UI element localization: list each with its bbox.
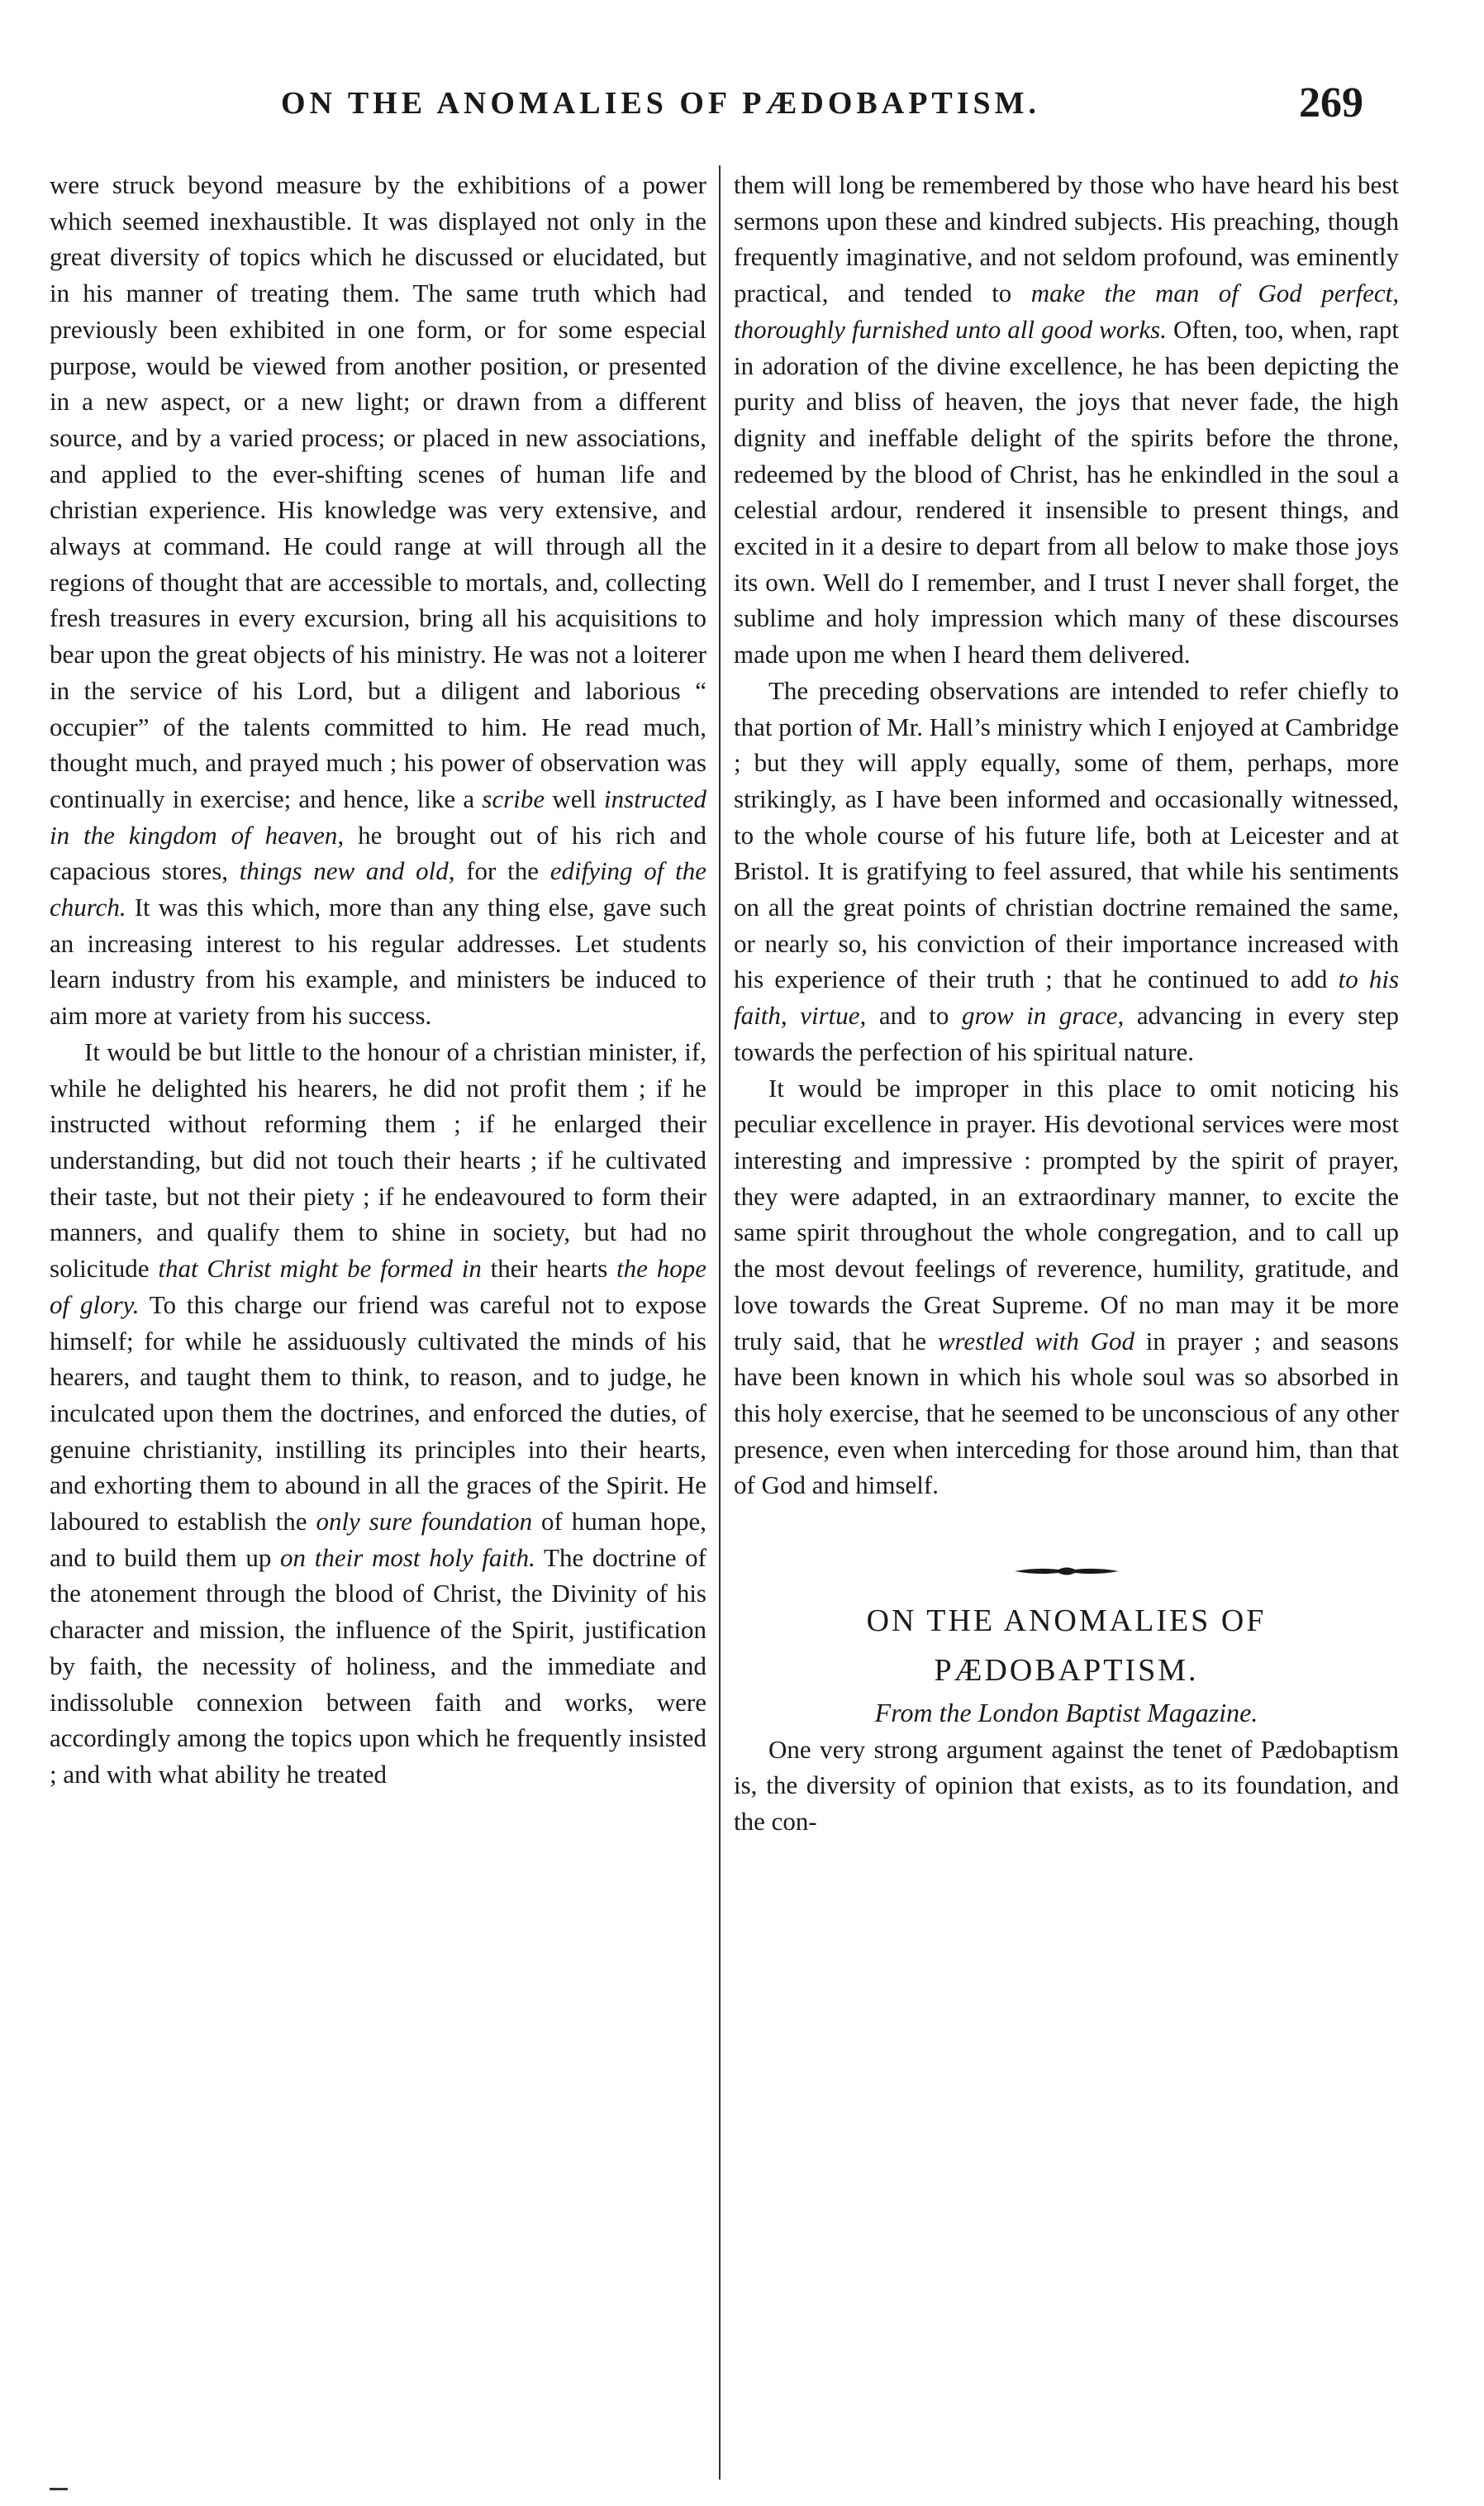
running-header [0,79,1484,136]
text-run: for the [454,856,550,886]
footer-mark [50,2488,68,2490]
text-run: advancing in every step towards the perfection of his spiritual nature. [734,1001,1399,1066]
text-run: One very strong argument against the tenet of Pædobaptism is, the diversity of opinion that exists, as to its foundation, and the con- [734,1734,1399,1837]
text-run: well [545,784,605,813]
column-divider [719,165,721,2480]
right-column [734,167,1399,1840]
italic-text-run: only sure foundation [316,1507,533,1536]
text-run: To this charge our friend was careful not to expose himself; for while he assiduously cultivated the minds of his hearers, and taught them to think, to reason, and to judge, he inculcated upon them the doctrines, and enforced the duties, of genuine christianity, instilling its principles into their hearts, and exhorting them to abound in all the graces of the Spirit. He laboured to establish the [50,1289,706,1536]
ornament-flourish-icon [1013,1565,1120,1578]
text-run: It would be improper in this place to omit noticing his peculiar excellence in prayer. His devotional services were most interesting and impressive : prompted by the spirit of prayer, they were adapted, in an extraordinary manner, to excite the same spirit throughout the whole congregation, and to call up the most devout feelings of reverence, humility, gratitude, and love towards the Great Supreme. Of no man may it be more truly said, that he [734,1073,1399,1355]
running-title: ON THE ANOMALIES OF PÆDOBAPTISM. [281,86,1041,121]
text-run: them will long be remembered by those who have heard his best sermons upon these and kindred subjects. His preaching, though frequently imaginative, and not seldom profound, was eminently practical, and tended to [734,170,1399,308]
text-run: their hearts [481,1254,617,1284]
text-run: The preceding observations are intended to refer chiefly to that portion of Mr. Hall’s ministry which I enjoyed at Cambridge ; but they will apply equally, some of them, perhaps, more strikingly, as I have been informed and occasionally witnessed, to the whole course of his future life, both at Leicester and at Bristol. It is gratifying to feel assured, that while his sentiments on all the great points of christian doctrine remained the same, or nearly so, his conviction of their importance increased with his experience of their truth ; that he continued to add [734,675,1400,994]
italic-text-run: on their most holy faith. [280,1542,535,1572]
text-run: of human hope, and to build them up [50,1507,706,1572]
text-run: It was this which, more than any thing else, gave such an increasing interest to his regular addresses. Let students learn industry from his example, and ministers be induced to aim more at variety from his success. [50,893,706,1031]
italic-text-run: scribe [482,784,545,813]
text-run: he brought out of his rich and capacious stores, [50,820,707,886]
italic-text-run: edifying of the church. [50,856,706,922]
left-paragraph-2 [50,1034,706,1793]
text-run: It would be but little to the honour of a christian minister, if, while he delighted his hearers, he did not profit them ; if he instructed without reforming them ; if he enlarged their understanding, but did not touch their hearts ; if he cultivated their taste, but not their piety ; if he endeavoured to form their manners, and qualify them to shine in society, but had no solicitude [50,1036,706,1284]
italic-text-run: grow in grace, [961,1001,1125,1031]
text-run: in prayer ; and seasons have been known in which his whole soul was so absorbed in this holy exercise, that he seemed to be unconscious of any other presence, even when interceding for those around him, than that of God and himself. [734,1326,1399,1500]
italic-text-run: the hope of glory. [50,1254,706,1319]
article-source: From the London Baptist Magazine. [874,1698,1258,1728]
article-title: ON THE ANOMALIES OF PÆDOBAPTISM. [866,1603,1267,1689]
text-run: The doctrine of the atonement through the blood of Christ, the Divinity of his character and mission, the influence of the Spirit, justification by faith, the necessity of holiness, and the immediate and indissoluble connexion between faith and works, were accordingly among the topics upon which he frequently insisted ; and with what ability he treated [50,1542,706,1789]
text-run: and to [866,1001,962,1031]
italic-text-run: that Christ might be formed in [158,1254,482,1284]
right-paragraph-3 [734,1070,1399,1503]
italic-text-run: instructed in the kingdom of heaven, [50,784,707,850]
right-paragraph-4 [734,1732,1399,1840]
text-run: Often, too, when, rapt in adoration of the divine excellence, he has been depicting the purity and bliss of heaven, the joys that never fade, the high dignity and ineffable delight of the spirits before the throne, redeemed by the blood of Christ, has he enkindled in the soul a celestial ardour, rendered it insensible to present things, and excited in it a desire to depart from all below to make those joys its own. Well do I remember, and I trust I never shall forget, the sublime and holy impression which many of these discourses made upon me when I heard them delivered. [734,314,1399,669]
section-ornament [734,1551,1399,1568]
italic-text-run: wrestled with God [937,1326,1135,1355]
page-number: 269 [1299,79,1363,126]
italic-text-run: make the man of God perfect, thoroughly furnished unto all good works. [734,279,1400,344]
right-paragraph-1 [734,167,1399,673]
right-paragraph-2 [734,673,1399,1070]
italic-text-run: to his faith, virtue, [734,965,1400,1031]
text-run: were struck beyond measure by the exhibitions of a power which seemed inexhaustible. It was displayed not only in the great diversity of topics which he discussed or elucidated, but in his manner of treating them. The same truth which had previously been exhibited in one form, or for some especial purpose, would be viewed from another position, or presented in a new aspect, or a new light; or drawn from a different source, and by a varied process; or placed in new associations, and applied to the ever-shifting scenes of human life and christian experience. His knowledge was very extensive, and always at command. He could range at will through all the regions of thought that are accessible to mortals, and, collecting fresh treasures in every excursion, bring all his acquisitions to bear upon the great objects of his ministry. He was not a loiterer in the service of his Lord, but a diligent and laborious “ occupier” of the talents committed to him. He read much, thought much, and prayed much ; his power of observation was continually in exercise; and hence, like a [50,170,706,813]
left-paragraph-1 [50,167,706,1034]
left-column [50,167,706,1793]
italic-text-run: things new and old, [239,856,455,886]
